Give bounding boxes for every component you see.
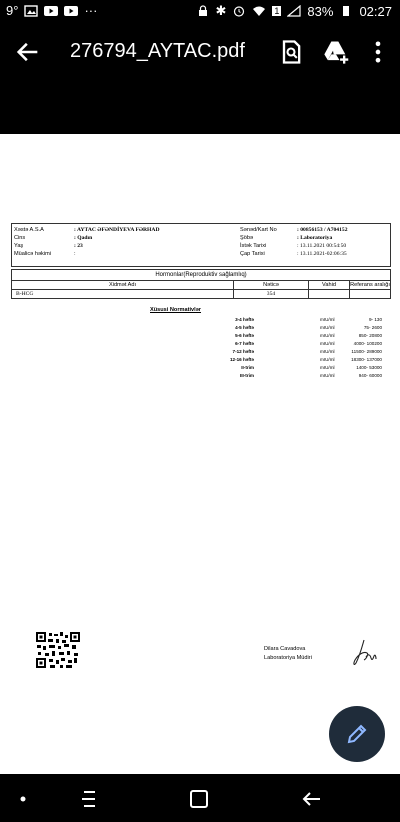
- norm-row: [0, 325, 400, 333]
- navigation-bar: [0, 774, 400, 822]
- home-icon[interactable]: [188, 788, 210, 810]
- norm-row: [0, 341, 400, 349]
- col-reference: Referans aralığı: [350, 282, 390, 288]
- col-unit: Vahid: [309, 281, 350, 289]
- norm-range: 940- 60000: [358, 373, 382, 378]
- age-label: Yaş: [14, 243, 24, 249]
- col-result: Nəticə: [234, 281, 309, 289]
- norm-week: 5-6 həftə: [235, 333, 254, 338]
- norm-week: 4-5 həftə: [235, 325, 254, 330]
- patient-name: : AYTAC ƏFƏNDİYEVA FƏRHAD: [74, 227, 160, 233]
- status-bar: [0, 0, 400, 24]
- norm-range: 850- 20800: [358, 333, 382, 338]
- norm-row: [0, 365, 400, 373]
- norm-unit: mIU/ml: [320, 325, 335, 330]
- norm-week: II-trim: [241, 365, 254, 370]
- alarm-icon: [232, 5, 246, 17]
- doc-no-label: Sənəd/Kart No: [240, 227, 277, 233]
- norms-title: Xüsusi Normativlər: [150, 307, 201, 313]
- request-date-value: : 13.11.2021 00:54:50: [297, 243, 347, 249]
- signer-role: Laboratoriya Müdiri: [264, 655, 312, 661]
- request-date-label: İstək Tarixi: [240, 243, 267, 249]
- dept-value: : Laboratoriya: [297, 235, 333, 241]
- row-reference: [350, 290, 390, 298]
- row-service: B-HCG: [12, 290, 234, 298]
- row-result: 354: [234, 290, 309, 298]
- norm-range: 75- 2600: [363, 325, 382, 330]
- pencil-icon: [345, 722, 369, 746]
- norm-range: 18300- 137000: [351, 357, 382, 362]
- more-notifications-icon: ···: [84, 3, 98, 18]
- dept-label: Şöbə: [240, 235, 254, 241]
- row-unit: [309, 290, 350, 298]
- clock: 02:27: [359, 3, 392, 19]
- edit-button[interactable]: [329, 706, 385, 762]
- print-date-value: : 13.11.2021-02:06:35: [297, 251, 347, 257]
- norm-range: 11500- 289000: [351, 349, 382, 354]
- lock-icon: [196, 5, 210, 17]
- assistant-dot-icon[interactable]: [18, 794, 28, 804]
- document-title: 276794_AYTAC.pdf: [70, 40, 245, 62]
- doc-no-value: : 00856153 / A704152: [297, 227, 348, 233]
- norm-range: 9- 130: [368, 317, 382, 322]
- norm-week: 7-12 həftə: [232, 349, 254, 354]
- signature-image: [352, 637, 378, 669]
- col-service: Xidmət Adı: [12, 281, 234, 289]
- arrow-left-icon[interactable]: [14, 38, 42, 66]
- norm-unit: mIU/ml: [320, 373, 335, 378]
- print-date-label: Çap Tarixi: [240, 251, 265, 257]
- signer-block: [264, 645, 312, 663]
- signer-name: Dilara Cavadova: [264, 646, 306, 652]
- youtube-icon-2: [64, 5, 78, 17]
- pdf-page[interactable]: [0, 134, 400, 774]
- norm-week: 6-7 həftə: [235, 341, 254, 346]
- battery-icon: [339, 5, 353, 17]
- back-nav-icon[interactable]: [300, 788, 322, 810]
- doctor-value: :: [74, 251, 76, 257]
- norm-unit: mIU/ml: [320, 333, 335, 338]
- norm-row: [0, 357, 400, 365]
- add-to-drive-icon[interactable]: [322, 38, 350, 66]
- gender-label: Cins: [14, 235, 26, 241]
- section-title: Hormonlar(Reproduktiv sağlamlıq): [11, 269, 391, 281]
- table-row: [11, 289, 391, 299]
- temperature: 9°: [6, 3, 19, 18]
- norm-row: [0, 317, 400, 325]
- norm-week: 3-4 həftə: [235, 317, 254, 322]
- age-value: : 23: [74, 243, 83, 249]
- norm-week: III-trim: [239, 373, 254, 378]
- qr-code-icon: [36, 632, 80, 668]
- bluetooth-icon: ✱: [215, 3, 227, 18]
- norm-unit: mIU/ml: [320, 341, 335, 346]
- patient-name-label: Xəstə A.S.A: [14, 227, 44, 233]
- doctor-label: Müalicə həkimi: [14, 251, 51, 257]
- signal-icon: [287, 5, 301, 17]
- battery-percent: 83%: [307, 3, 334, 19]
- recent-apps-icon[interactable]: [78, 788, 100, 810]
- more-vertical-icon[interactable]: [364, 38, 392, 66]
- image-icon: [24, 5, 38, 17]
- norm-row: [0, 333, 400, 341]
- norm-unit: mIU/ml: [320, 365, 335, 370]
- youtube-icon: [44, 5, 58, 17]
- wifi-icon: [252, 5, 266, 17]
- gender-value: : Qadın: [74, 235, 93, 241]
- app-bar: [0, 24, 400, 80]
- patient-info-box: [11, 223, 391, 267]
- search-document-icon[interactable]: [277, 38, 305, 66]
- norm-unit: mIU/ml: [320, 349, 335, 354]
- norm-row: [0, 349, 400, 357]
- norm-unit: mIU/ml: [320, 317, 335, 322]
- norm-range: 4000- 100200: [353, 341, 382, 346]
- norm-week: 12-16 həftə: [229, 357, 254, 362]
- norm-unit: mIU/ml: [320, 357, 335, 362]
- sim-indicator: 1: [274, 6, 280, 16]
- norm-range: 1400- 53000: [356, 365, 382, 370]
- norm-row: [0, 373, 400, 381]
